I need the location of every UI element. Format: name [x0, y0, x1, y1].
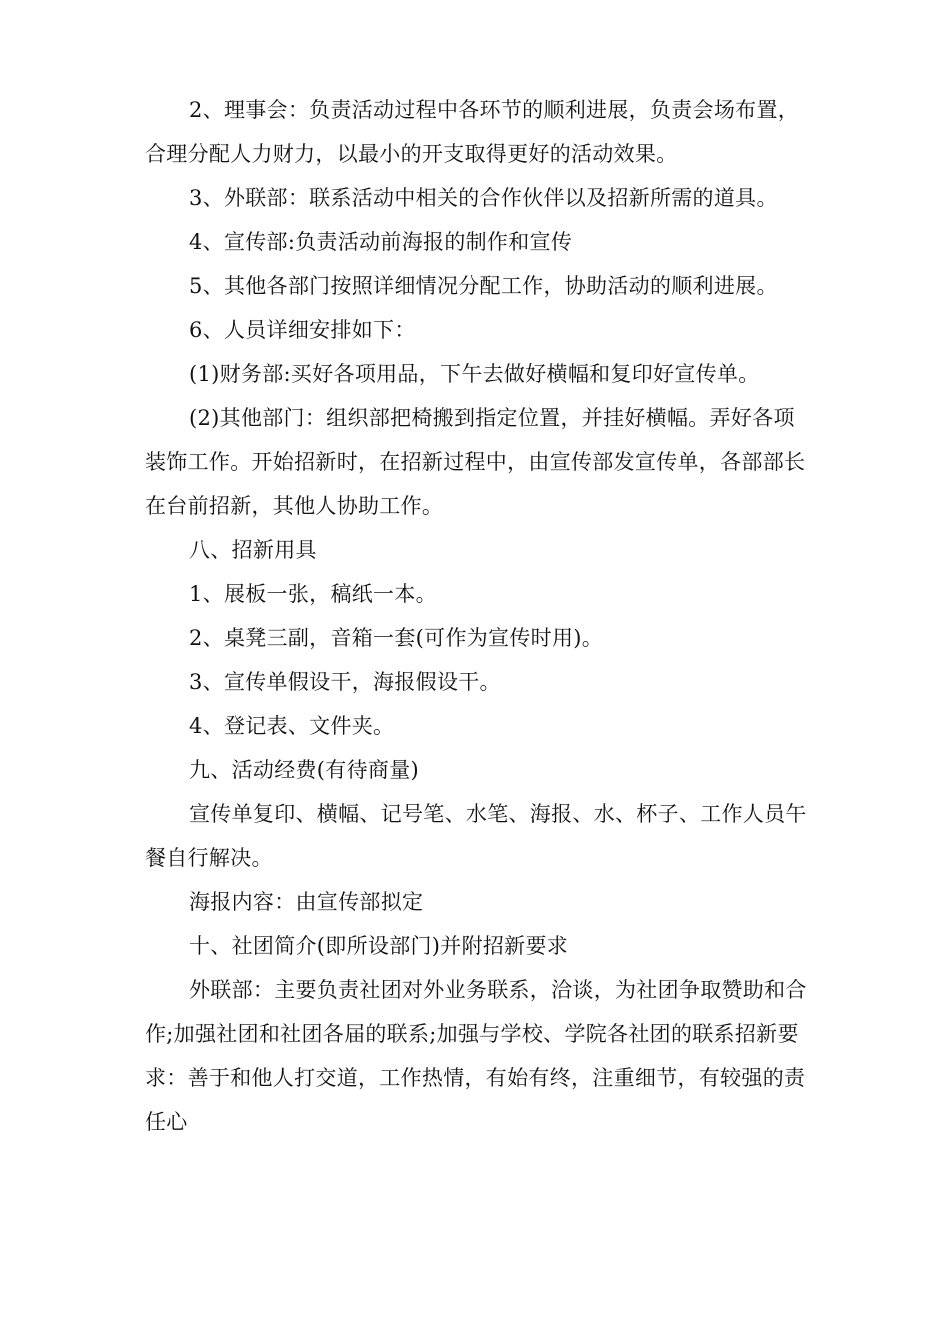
paragraph-9: 1、展板一张，稿纸一本。 [189, 582, 437, 606]
paragraph-5: 6、人员详细安排如下： [189, 318, 416, 342]
paragraph-6: (1)财务部:买好各项用品，下午去做好横幅和复印好宣传单。 [189, 362, 760, 386]
paragraph-4: 5、其他各部门按照详细情况分配工作，协助活动的顺利进展。 [189, 274, 778, 298]
paragraph-10: 2、桌凳三副，音箱一套(可作为宣传时用)。 [189, 626, 604, 650]
paragraph-14: 宣传单复印、横幅、记号笔、水笔、海报、水、杯子、工作人员午餐自行解决。 [145, 802, 807, 870]
paragraph-2: 3、外联部：联系活动中相关的合作伙伴以及招新所需的道具。 [189, 186, 778, 210]
section-heading-9: 九、活动经费(有待商量) [189, 758, 419, 782]
paragraph-7: (2)其他部门：组织部把椅搬到指定位置，并挂好横幅。弄好各项装饰工作。开始招新时，在招新过程中，由宣传部发宣传单，各部部长在台前招新，其他人协助工作。 [145, 406, 806, 518]
paragraph-12: 4、登记表、文件夹。 [189, 714, 395, 738]
paragraph-1: 2、理事会：负责活动过程中各环节的顺利进展，负责会场布置，合理分配人力财力，以最小的开支取得更好的活动效果。 [145, 98, 800, 166]
section-heading-10: 十、社团简介(即所设部门)并附招新要求 [189, 934, 569, 958]
paragraph-17: 外联部：主要负责社团对外业务联系，洽谈，为社团争取赞助和合作;加强社团和社团各届的联系;加强与学校、学院各社团的联系招新要求：善于和他人打交道，工作热情，有始有终，注重细节，有较强的责任心 [145, 978, 807, 1134]
paragraph-3: 4、宣传部:负责活动前海报的制作和宣传 [189, 230, 573, 254]
paragraph-11: 3、宣传单假设干，海报假设干。 [189, 670, 501, 694]
section-heading-8: 八、招新用具 [189, 538, 317, 562]
document-body [145, 88, 810, 1144]
paragraph-15: 海报内容：由宣传部拟定 [189, 890, 424, 914]
